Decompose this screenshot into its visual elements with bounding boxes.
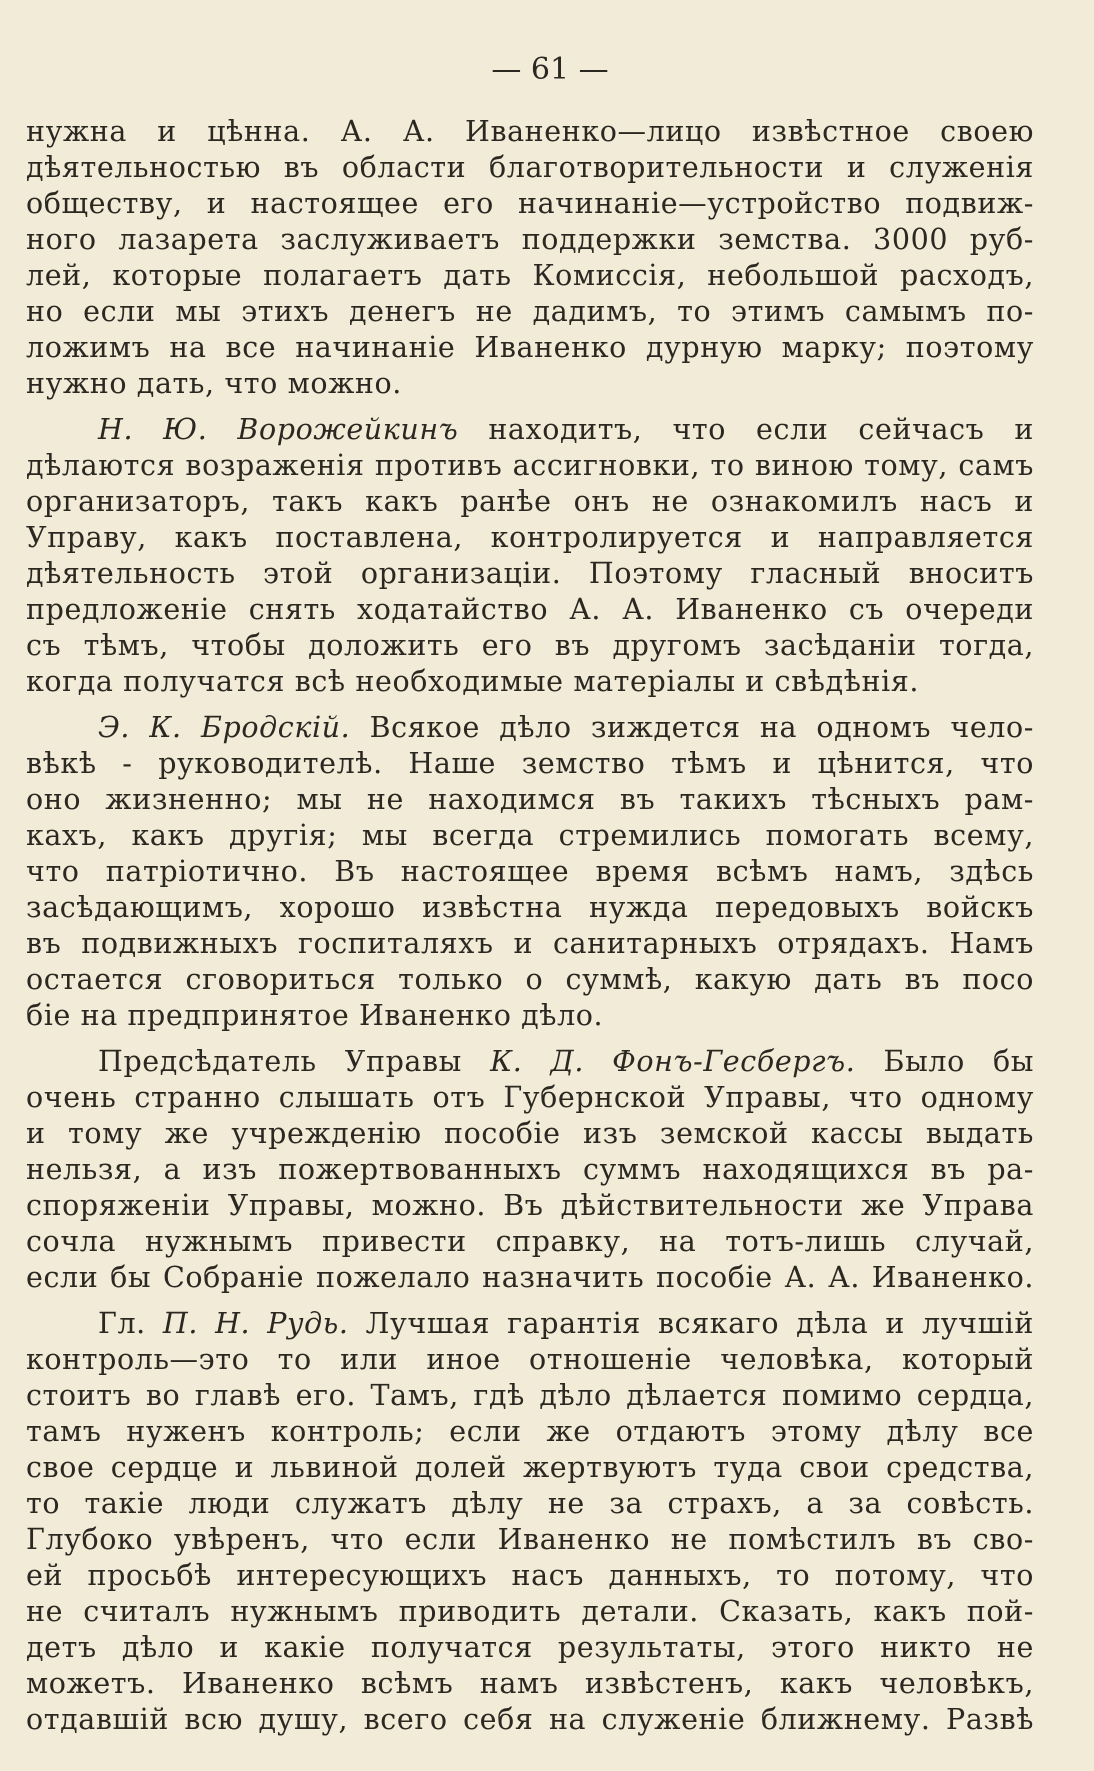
- text-line: кахъ, какъ другія; мы всегда стремились помогать всему,: [26, 819, 1034, 852]
- paragraph-4: [26, 1044, 1034, 1296]
- speaker-title: Предсѣдатель Управы: [98, 1045, 462, 1078]
- text-line: если бы Собраніе пожелало назначить пособіе А. А. Иваненко.: [26, 1261, 1034, 1294]
- speaker-name: К. Д. Фонъ-Гесбергъ.: [490, 1045, 856, 1078]
- text-line: вѣкѣ - руководителѣ. Наше земство тѣмъ и цѣнится, что: [26, 747, 1034, 780]
- text-line: нельзя, а изъ пожертвованныхъ суммъ находящихся въ ра-: [26, 1153, 1034, 1186]
- paragraph-5: [26, 1306, 1034, 1738]
- speaker-name: П. Н. Рудь.: [162, 1307, 349, 1340]
- text-line: біе на предпринятое Иваненко дѣло.: [26, 999, 604, 1032]
- paragraph-3: [26, 710, 1034, 1034]
- text-line: [26, 1306, 1034, 1342]
- text-line: организаторъ, такъ какъ ранѣе онъ не ознакомилъ насъ и: [26, 485, 1034, 518]
- text-line: стоитъ во главѣ его. Тамъ, гдѣ дѣло дѣлается помимо сердца,: [26, 1379, 1034, 1412]
- text-line: обществу, и настоящее его начинаніе—устройство подвиж-: [26, 187, 1034, 220]
- text-line: что патріотично. Въ настоящее время всѣмъ намъ, здѣсь: [26, 855, 1034, 888]
- text-line: ей просьбѣ интересующихъ насъ данныхъ, то потому, что: [26, 1559, 1034, 1592]
- text-line: [26, 1044, 1034, 1080]
- text-line: Глубоко увѣренъ, что если Иваненко не помѣстилъ въ сво-: [26, 1523, 1034, 1556]
- text-line: Управу, какъ поставлена, контролируется и направляется: [26, 521, 1034, 554]
- text-fragment: Было бы: [883, 1045, 1034, 1078]
- text-line: тамъ нуженъ контроль; если же отдаютъ этому дѣлу все: [26, 1415, 1034, 1448]
- speaker-name: Э. К. Бродскій.: [98, 711, 351, 744]
- text-line: сочла нужнымъ привести справку, на тотъ-лишь случай,: [26, 1225, 1034, 1258]
- text-line: предложеніе снять ходатайство А. А. Иваненко съ очереди: [26, 593, 1034, 626]
- text-line: остается сговориться только о суммѣ, какую дать въ посо: [26, 963, 1034, 996]
- text-line: и тому же учрежденію пособіе изъ земской кассы выдать: [26, 1117, 1034, 1150]
- paragraph-1: [26, 114, 1034, 402]
- text-line: отдавшій всю душу, всего себя на служеніе ближнему. Развѣ: [26, 1703, 1034, 1736]
- text-line: дѣятельность этой организаціи. Поэтому гласный вноситъ: [26, 557, 1034, 590]
- text-line: оно жизненно; мы не находимся въ такихъ тѣсныхъ рам-: [26, 783, 1034, 816]
- text-line: споряженіи Управы, можно. Въ дѣйствительности же Управа: [26, 1189, 1034, 1222]
- text-fragment: находитъ, что если сейчасъ и: [488, 413, 1034, 446]
- text-line: дѣлаются возраженія противъ ассигновки, то виною тому, самъ: [26, 449, 1034, 482]
- text-line: лей, которые полагаетъ дать Комиссія, небольшой расходъ,: [26, 259, 1034, 292]
- text-line: то такіе люди служатъ дѣлу не за страхъ, а за совѣсть.: [26, 1487, 1034, 1520]
- speaker-title: Гл.: [98, 1307, 146, 1340]
- text-line: нужно дать, что можно.: [26, 367, 402, 400]
- text-line: не считалъ нужнымъ приводить детали. Сказать, какъ пой-: [26, 1595, 1034, 1628]
- text-line: контроль—это то или иное отношеніе человѣка, который: [26, 1343, 1034, 1376]
- text-line: но если мы этихъ денегъ не дадимъ, то этимъ самымъ по-: [26, 295, 1034, 328]
- text-line: съ тѣмъ, чтобы доложить его въ другомъ засѣданіи тогда,: [26, 629, 1034, 662]
- text-line: ного лазарета заслуживаетъ поддержки земства. 3000 руб-: [26, 223, 1034, 256]
- text-line: засѣдающимъ, хорошо извѣстна нужда передовыхъ войскъ: [26, 891, 1034, 924]
- paragraph-2: [26, 412, 1034, 700]
- page-number: — 61 —: [491, 52, 609, 87]
- text-line: дѣятельностью въ области благотворительности и служенія: [26, 151, 1034, 184]
- text-line: очень странно слышать отъ Губернской Управы, что одному: [26, 1081, 1034, 1114]
- speaker-name: Н. Ю. Ворожейкинъ: [98, 413, 459, 446]
- text-line: [26, 412, 1034, 448]
- text-line: въ подвижныхъ госпиталяхъ и санитарныхъ отрядахъ. Намъ: [26, 927, 1034, 960]
- text-line: когда получатся всѣ необходимые матеріалы и свѣдѣнія.: [26, 665, 920, 698]
- text-line: ложимъ на все начинаніе Иваненко дурную марку; поэтому: [26, 331, 1034, 364]
- text-line: свое сердце и львиной долей жертвуютъ туда свои средства,: [26, 1451, 1034, 1484]
- text-line: [26, 710, 1034, 746]
- text-fragment: Всякое дѣло зиждется на одномъ чело-: [369, 711, 1034, 744]
- text-line: детъ дѣло и какіе получатся результаты, этого никто не: [26, 1631, 1034, 1664]
- text-line: нужна и цѣнна. А. А. Иваненко—лицо извѣстное своею: [26, 115, 1034, 148]
- text-line: можетъ. Иваненко всѣмъ намъ извѣстенъ, какъ человѣкъ,: [26, 1667, 1034, 1700]
- text-fragment: Лучшая гарантія всякаго дѣла и лучшій: [365, 1307, 1034, 1340]
